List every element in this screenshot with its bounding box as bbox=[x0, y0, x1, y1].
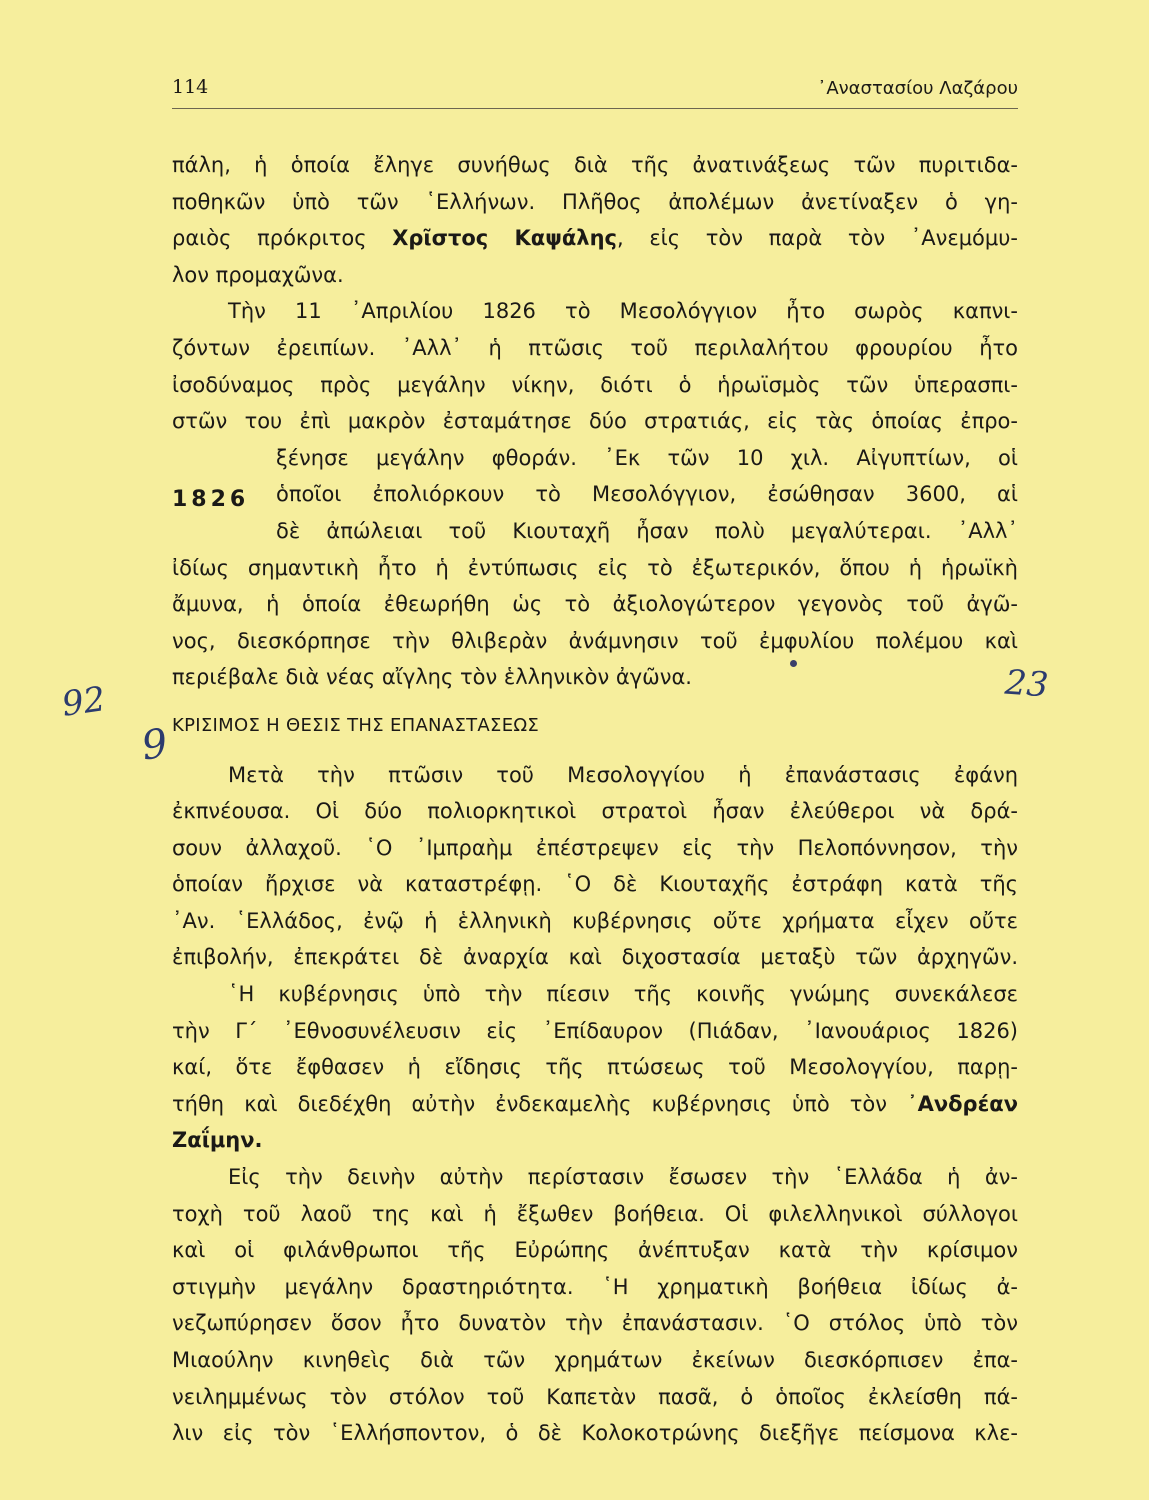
text-line: περιέβαλε διὰ νέας αἴγλης τὸν ἑλληνικὸν ἀγῶνα. bbox=[172, 665, 692, 690]
body-text bbox=[172, 147, 1018, 1452]
text-line: ἰδίως σημαντικὴ ἦτο ἡ ἐντύπωσις εἰς τὸ ἐξωτερικόν, ὅπου ἡ ἡρωϊκὴ bbox=[172, 555, 1018, 580]
running-title: ᾿Αναστασίου Λαζάρου bbox=[817, 78, 1018, 99]
person-name-bold: Ζαΐμην. bbox=[172, 1128, 263, 1153]
text-line: ἐκπνέουσα. Οἱ δύο πολιορκητικοὶ στρατοὶ ἦσαν ἐλεύθεροι νὰ δρά- bbox=[172, 799, 1018, 824]
margin-year-note: 1826 bbox=[172, 487, 250, 513]
section-heading: ΚΡΙΣΙΜΟΣ Η ΘΕΣΙΣ ΤΗΣ ΕΠΑΝΑΣΤΑΣΕΩΣ bbox=[172, 714, 540, 736]
text-span: , εἰς τὸν παρὰ τὸν ᾿Ανεμόμυ- bbox=[617, 226, 1018, 251]
text-line: ἐπιβολήν, ἐπεκράτει δὲ ἀναρχία καὶ διχοστασία μεταξὺ τῶν ἀρχηγῶν. bbox=[172, 945, 1018, 970]
paragraph-5 bbox=[172, 1159, 1018, 1452]
handwritten-annotation-right: 23 bbox=[1003, 662, 1050, 706]
text-line: σουν ἀλλαχοῦ. ῾Ο ᾿Ιμπραὴμ ἐπέστρεψεν εἰς τὴν Πελοπόννησον, τὴν bbox=[172, 835, 1018, 860]
text-span: τήθη καὶ διεδέχθη αὐτὴν ἐνδεκαμελὴς κυβέρνησις ὑπὸ τὸν bbox=[172, 1091, 908, 1116]
text-line: Μιαούλην κινηθεὶς διὰ τῶν χρημάτων ἐκείνων διεσκόρπισεν ἐπα- bbox=[172, 1348, 1018, 1372]
text-line: Εἰς τὴν δεινὴν αὐτὴν περίστασιν ἔσωσεν τὴν ῾Ελλάδα ἡ ἀν- bbox=[228, 1165, 1018, 1190]
paragraph-2 bbox=[172, 293, 1018, 696]
text-line: ξένησε μεγάλην φθοράν. ᾿Εκ τῶν 10 χιλ. Αἰγυπτίων, οἱ bbox=[276, 445, 1018, 470]
text-line: ἄμυνα, ἡ ὁποία ἐθεωρήθη ὡς τὸ ἀξιολογώτερον γεγονὸς τοῦ ἀγῶ- bbox=[172, 592, 1018, 617]
text-line: ἰσοδύναμος πρὸς μεγάλην νίκην, διότι ὁ ἡρωϊσμὸς τῶν ὑπερασπι- bbox=[172, 372, 1018, 397]
section-gap bbox=[172, 696, 1018, 708]
text-line: Μετὰ τὴν πτῶσιν τοῦ Μεσολογγίου ἡ ἐπανάστασις ἐφάνη bbox=[228, 762, 1018, 787]
paragraph-1 bbox=[172, 147, 1018, 293]
text-line: πάλη, ἡ ὁποία ἔληγε συνήθως διὰ τῆς ἀνατινάξεως τῶν πυριτιδα- bbox=[172, 153, 1018, 177]
text-line: Τὴν 11 ᾿Απριλίου 1826 τὸ Μεσολόγγιον ἦτο σωρὸς καπνι- bbox=[228, 299, 1018, 324]
text-line bbox=[172, 1086, 1018, 1123]
text-line: δὲ ἀπώλειαι τοῦ Κιουταχῆ ἦσαν πολὺ μεγαλύτεραι. ᾿Αλλ᾿ bbox=[276, 518, 1018, 543]
text-line: λιν εἰς τὸν ῾Ελλήσποντον, ὁ δὲ Κολοκοτρώνης διεξῆγε πείσμονα κλε- bbox=[172, 1421, 1018, 1446]
text-line: καὶ οἱ φιλάνθρωποι τῆς Εὐρώπης ἀνέπτυξαν κατὰ τὴν κρίσιμον bbox=[172, 1238, 1018, 1263]
text-line: στῶν του ἐπὶ μακρὸν ἐσταμάτησε δύο στρατιάς, εἰς τὰς ὁποίας ἐπρο- bbox=[172, 409, 1018, 434]
text-line: νειλημμένως τὸν στόλον τοῦ Καπετὰν πασᾶ, ὁ ὁποῖος ἐκλείσθη πά- bbox=[172, 1384, 1018, 1409]
text-span: ραιὸς πρόκριτος bbox=[172, 226, 393, 251]
paragraph-4 bbox=[172, 976, 1018, 1159]
text-line: τοχὴ τοῦ λαοῦ της καὶ ἡ ἔξωθεν βοήθεια. Οἱ φιλελληνικοὶ σύλλογοι bbox=[172, 1201, 1018, 1226]
text-line: νος, διεσκόρπησε τὴν θλιβερὰν ἀνάμνησιν τοῦ ἐμφυλίου πολέμου καὶ bbox=[172, 628, 1018, 653]
text-line: λον προμαχῶνα. bbox=[172, 262, 344, 287]
person-name-bold: ᾿Ανδρέαν bbox=[907, 1091, 1018, 1116]
page-number: 114 bbox=[172, 76, 209, 98]
text-line: τὴν Γ΄ ᾿Εθνοσυνέλευσιν εἰς ᾿Επίδαυρον (Πιάδαν, ᾿Ιανουάριος 1826) bbox=[172, 1018, 1018, 1043]
text-line: ὁποῖοι ἐπολιόρκουν τὸ Μεσολόγγιον, ἐσώθησαν 3600, αἱ bbox=[276, 482, 1018, 507]
text-line: ὁποίαν ἤρχισε νὰ καταστρέφῃ. ῾Ο δὲ Κιουταχῆς ἐστράφη κατὰ τῆς bbox=[172, 872, 1018, 897]
paragraph-3 bbox=[172, 757, 1018, 977]
page-header bbox=[172, 76, 1018, 106]
person-name-bold: Χρῖστος Καψάλης bbox=[392, 226, 617, 251]
text-line: ζόντων ἐρειπίων. ᾿Αλλ᾿ ἡ πτῶσις τοῦ περιλαλήτου φρουρίου ἦτο bbox=[172, 335, 1018, 360]
text-line: ποθηκῶν ὑπὸ τῶν ῾Ελλήνων. Πλῆθος ἀπολέμων ἀνετίναξεν ὁ γη- bbox=[172, 189, 1018, 214]
handwritten-annotation-under: 9 bbox=[138, 720, 171, 770]
text-line: νεζωπύρησεν ὅσον ἦτο δυνατὸν τὴν ἐπανάστασιν. ῾Ο στόλος ὑπὸ τὸν bbox=[172, 1311, 1018, 1336]
section-gap bbox=[172, 745, 1018, 757]
header-rule bbox=[172, 108, 1018, 109]
text-line: ῾Η κυβέρνησις ὑπὸ τὴν πίεσιν τῆς κοινῆς γνώμης συνεκάλεσε bbox=[228, 982, 1018, 1007]
text-line: ᾿Αν. ῾Ελλάδος, ἐνῷ ἡ ἑλληνικὴ κυβέρνησις οὔτε χρήματα εἶχεν οὔτε bbox=[172, 908, 1018, 933]
text-line: στιγμὴν μεγάλην δραστηριότητα. ῾Η χρηματικὴ βοήθεια ἰδίως ἀ- bbox=[172, 1274, 1018, 1299]
handwritten-annotation-left: 92 bbox=[59, 679, 108, 725]
text-line: καί, ὅτε ἔφθασεν ἡ εἴδησις τῆς πτώσεως τοῦ Μεσολογγίου, παρῃ- bbox=[172, 1055, 1018, 1080]
text-line bbox=[172, 220, 1018, 257]
